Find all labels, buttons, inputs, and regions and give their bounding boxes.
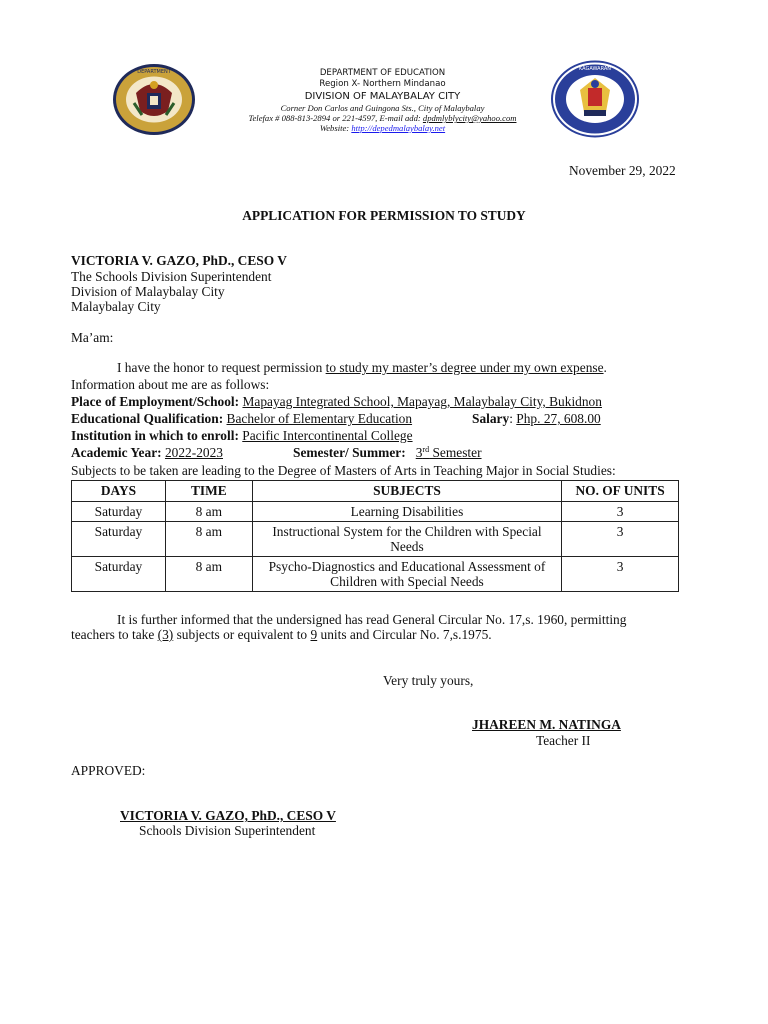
- salutation: Ma’am:: [71, 330, 114, 345]
- kagawaran-seal-logo: [550, 60, 640, 138]
- table-row: [72, 502, 679, 522]
- cell-units: 3: [562, 522, 679, 557]
- cell-time: 8 am: [165, 502, 252, 522]
- website-link[interactable]: http://depedmalaybalay.net: [351, 123, 446, 133]
- sem-label: Semester/ Summer:: [293, 445, 406, 460]
- svg-text:DEPARTMENT: DEPARTMENT: [137, 69, 171, 75]
- semester-line: [293, 445, 482, 460]
- p1-start: I have the honor to request permission: [117, 360, 326, 375]
- cell-day: Saturday: [72, 502, 166, 522]
- recipient-division: Division of Malaybalay City: [71, 284, 225, 299]
- paragraph-1-line-2: Information about me are as follows:: [71, 377, 270, 392]
- place-value: Mapayag Integrated School, Mapayag, Malaybalay City, Bukidnon: [242, 394, 602, 409]
- deped-seal-logo: [112, 63, 196, 136]
- approved-label: APPROVED:: [71, 763, 146, 778]
- approver-name: VICTORIA V. GAZO, PhD., CESO V: [120, 808, 336, 823]
- sem-sup: rd: [422, 445, 430, 454]
- cell-subject: Learning Disabilities: [252, 502, 561, 522]
- p2-b: subjects or equivalent to: [173, 627, 311, 642]
- letter-date: November 29, 2022: [569, 163, 676, 178]
- division-name: DIVISION OF MALAYBALAY CITY: [304, 91, 461, 102]
- cell-subject: Instructional System for the Children with Special Needs: [252, 522, 561, 557]
- cell-units: 3: [562, 557, 679, 592]
- region-name: Region X- Northern Mindanao: [319, 79, 446, 89]
- paragraph-1-line-1: [117, 360, 607, 375]
- p2-a: teachers to take: [71, 627, 158, 642]
- telefax-text: Telefax # 088-813-2894 or 221-4597, E-mail add:: [248, 113, 423, 123]
- recipient-city: Malaybalay City: [71, 299, 161, 314]
- office-address: Corner Don Carlos and Guingona Sts., City of Malaybalay: [280, 103, 485, 113]
- salary-label: Salary: [472, 411, 510, 426]
- paragraph-2-line-1: It is further informed that the undersigned has read General Circular No. 17,s. 1960, permitting: [117, 612, 627, 627]
- col-header-subjects: SUBJECTS: [252, 481, 561, 502]
- p1-underlined: to study my master’s degree under my own expense: [325, 360, 604, 375]
- salary-line: Salary: Php. 27, 608.00: [472, 411, 601, 426]
- cell-units: 3: [562, 502, 679, 522]
- cell-day: Saturday: [72, 557, 166, 592]
- table-header-row: [72, 481, 679, 502]
- subjects-intro: Subjects to be taken are leading to the Degree of Masters of Arts in Teaching Major in Social Studies:: [71, 463, 616, 478]
- p2-units-num: 9: [310, 627, 318, 642]
- institution-line: [71, 428, 413, 443]
- cell-time: 8 am: [165, 522, 252, 557]
- edu-label: Educational Qualification:: [71, 411, 224, 426]
- letter-title: APPLICATION FOR PERMISSION TO STUDY: [242, 208, 526, 223]
- sem-value: [416, 445, 482, 460]
- signer-name: JHAREEN M. NATINGA: [472, 717, 621, 732]
- website-label: Website:: [319, 123, 352, 133]
- ay-value: 2022-2023: [164, 445, 223, 460]
- p2-subjects-num: (3): [157, 627, 174, 642]
- place-label: Place of Employment/School:: [71, 394, 240, 409]
- cell-subject: Psycho-Diagnostics and Educational Assessment of Children with Special Needs: [252, 557, 561, 592]
- cell-time: 8 am: [165, 557, 252, 592]
- inst-label: Institution in which to enroll:: [71, 428, 239, 443]
- table-row: [72, 557, 679, 592]
- email-link[interactable]: dpdmlyblycity@yahoo.com: [422, 113, 517, 123]
- website-line: [210, 123, 555, 133]
- subjects-table: [71, 480, 679, 592]
- dept-name: DEPARTMENT OF EDUCATION: [319, 68, 446, 78]
- edu-value: Bachelor of Elementary Education: [226, 411, 413, 426]
- qualification-line: [71, 411, 412, 426]
- col-header-days: DAYS: [72, 481, 166, 502]
- col-header-time: TIME: [165, 481, 252, 502]
- cell-day: Saturday: [72, 522, 166, 557]
- table-row: [72, 522, 679, 557]
- col-header-units: NO. OF UNITS: [562, 481, 679, 502]
- recipient-name: VICTORIA V. GAZO, PhD., CESO V: [71, 253, 287, 268]
- sem-word: Semester: [429, 445, 482, 460]
- salary-value: Php. 27, 608.00: [516, 411, 601, 426]
- p1-end: .: [603, 360, 607, 375]
- p2-c: units and Circular No. 7,s.1975.: [317, 627, 492, 642]
- svg-text:KAGAWARAN: KAGAWARAN: [578, 66, 612, 72]
- academic-year-line: [71, 445, 223, 460]
- signer-title: Teacher II: [536, 733, 591, 748]
- contact-line: [210, 113, 555, 123]
- sem-num: 3: [415, 445, 423, 460]
- paragraph-2-line-2: [71, 627, 492, 642]
- closing: Very truly yours,: [383, 673, 474, 688]
- recipient-title: The Schools Division Superintendent: [71, 269, 272, 284]
- ay-label: Academic Year:: [71, 445, 162, 460]
- inst-value: Pacific Intercontinental College: [242, 428, 413, 443]
- letterhead: [210, 68, 555, 133]
- approver-title: Schools Division Superintendent: [139, 823, 316, 838]
- employment-line: [71, 394, 602, 409]
